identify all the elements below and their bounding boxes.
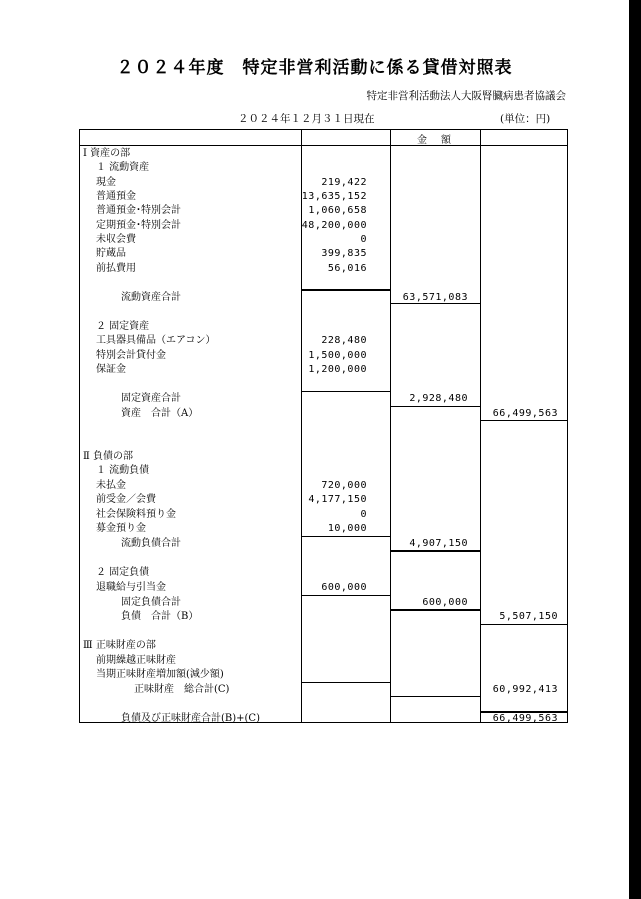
assets-grand-total-value: 66,499,563 (492, 408, 558, 419)
line-item-label: 社会保険料預り金 (96, 509, 176, 520)
rule-current-liabilities-total (390, 550, 480, 552)
fixed-assets-total-value: 2,928,480 (409, 393, 468, 404)
current-liabilities-total-label: 流動負債合計 (121, 538, 181, 549)
fixed-liabilities-total-label: 固定負債合計 (121, 597, 181, 608)
line-item-label: 未払金 (96, 480, 126, 491)
line-item-label: 前期繰越正味財産 (96, 655, 176, 666)
final-total-value: 66,499,563 (492, 713, 558, 724)
liabilities-grand-total-value: 5,507,150 (499, 611, 558, 622)
line-item-value: 0 (360, 234, 367, 245)
amount-header: 金 額 (417, 135, 453, 146)
line-item-label: 特別会計貸付金 (96, 350, 166, 361)
rule-liabilities-total (480, 624, 568, 625)
column-divider-3 (480, 129, 481, 723)
line-item-value: 1,500,000 (308, 350, 367, 361)
line-item-value: 219,422 (321, 177, 367, 188)
line-item-label: 保証金 (96, 364, 126, 375)
current-assets-total-value: 63,571,083 (402, 292, 468, 303)
line-item-value: 13,635,152 (301, 191, 367, 202)
line-item-value: 720,000 (321, 480, 367, 491)
line-item-value: 10,000 (327, 523, 367, 534)
column-divider-2 (390, 129, 391, 723)
fixed-assets-total-label: 固定資産合計 (121, 393, 181, 404)
assets-grand-total-label: 資産 合計（A） (121, 408, 199, 419)
fixed-liabilities-heading: ２ 固定負債 (96, 567, 150, 578)
line-item-value: 0 (360, 509, 367, 520)
as-of-date: ２０２４年１２月３１日現在 (238, 113, 375, 125)
final-total-label: 負債及び正味財産合計(B)+(C) (121, 713, 260, 724)
document-title: ２０２４年度 特定非営利活動に係る貸借対照表 (116, 58, 513, 78)
current-assets-heading: １ 流動資産 (96, 162, 150, 173)
line-item-value: 48,200,000 (301, 220, 367, 231)
rule-net-assets (301, 682, 390, 683)
assets-heading: Ⅰ 資産の部 (83, 148, 131, 159)
line-item-label: 定期預金･特別会計 (96, 220, 181, 231)
net-assets-total-label: 正味財産 総合計(C) (134, 684, 230, 695)
line-item-label: 工具器具備品（エアコン） (96, 335, 216, 346)
line-item-label: 普通預金 (96, 191, 136, 202)
rule-fixed-assets-total (390, 406, 480, 407)
rule-net-assets-total (390, 696, 480, 697)
line-item-label: 現金 (96, 177, 116, 188)
unit-label: (単位：円) (500, 113, 551, 125)
current-assets-total-label: 流動資産合計 (121, 292, 181, 303)
net-assets-heading: Ⅲ 正味財産の部 (83, 640, 156, 651)
rule-assets-total (480, 420, 568, 421)
line-item-label: 募金預り金 (96, 523, 146, 534)
rule-fixed-liabilities-total (390, 609, 480, 611)
line-item-value: 1,060,658 (308, 205, 367, 216)
line-item-label: 退職給与引当金 (96, 582, 166, 593)
line-item-value: 399,835 (321, 248, 367, 259)
rule-fixed-assets (301, 391, 390, 392)
current-liabilities-heading: １ 流動負債 (96, 465, 150, 476)
liabilities-grand-total-label: 負債 合計（B） (121, 611, 199, 622)
line-item-value: 600,000 (321, 582, 367, 593)
rule-current-assets (301, 289, 390, 291)
line-item-label: 当期正味財産増加額(減少額) (96, 669, 224, 680)
line-item-label: 前払費用 (96, 263, 136, 274)
organization-name: 特定非営利活動法人大阪腎臓病患者協議会 (366, 90, 566, 102)
net-assets-total-value: 60,992,413 (492, 684, 558, 695)
header-divider (79, 145, 568, 146)
line-item-value: 4,177,150 (308, 494, 367, 505)
line-item-label: 未収会費 (96, 234, 136, 245)
line-item-value: 1,200,000 (308, 364, 367, 375)
liabilities-heading: Ⅱ 負債の部 (83, 451, 133, 462)
rule-fixed-liabilities (301, 595, 390, 596)
line-item-label: 普通預金･特別会計 (96, 205, 181, 216)
line-item-value: 228,480 (321, 335, 367, 346)
line-item-value: 56,016 (327, 263, 367, 274)
rule-current-liabilities (301, 536, 390, 537)
fixed-assets-heading: ２ 固定資産 (96, 321, 150, 332)
line-item-label: 貯蔵品 (96, 248, 126, 259)
line-item-label: 前受金／会費 (96, 494, 156, 505)
fixed-liabilities-total-value: 600,000 (422, 597, 468, 608)
current-liabilities-total-value: 4,907,150 (409, 538, 468, 549)
